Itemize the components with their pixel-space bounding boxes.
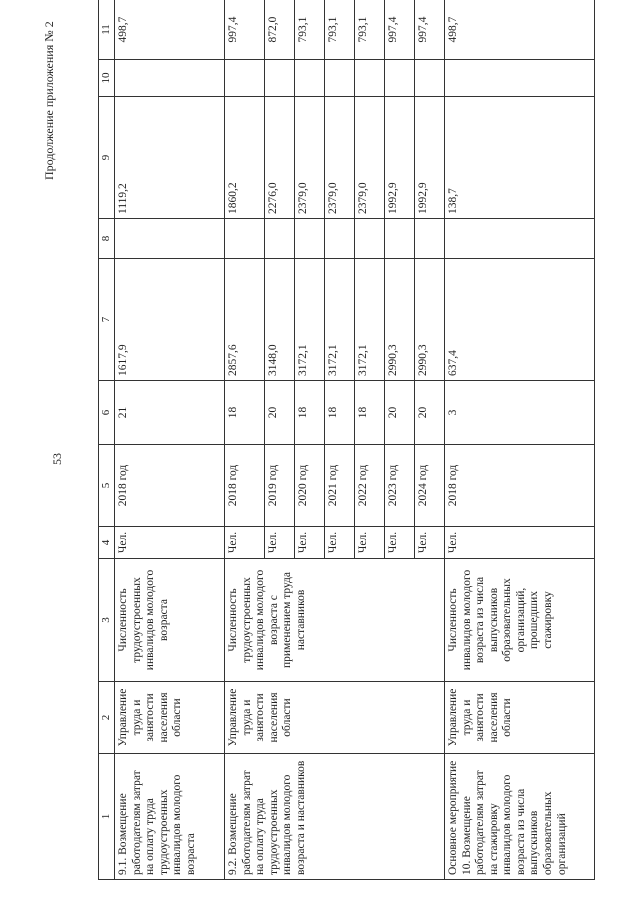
value-cell: 20 xyxy=(265,381,295,445)
total-cell: 637,4 xyxy=(445,259,595,381)
other-cell: 872,0 xyxy=(265,0,295,60)
col-header-2: 2 xyxy=(99,682,115,754)
regional-cell: 1860,2 xyxy=(225,97,265,219)
federal-cell xyxy=(445,219,595,259)
table-row xyxy=(445,0,595,880)
other-cell: 793,1 xyxy=(355,0,385,60)
program-table xyxy=(98,0,595,880)
measure-name-cell: 9.2. Возмещение работодателям затрат на оплату труда трудоустроенных инвалидов молодого возраста и наставников xyxy=(225,754,445,880)
year-cell: 2022 год xyxy=(355,445,385,527)
table-row xyxy=(115,0,225,880)
value-cell: 20 xyxy=(415,381,445,445)
unit-cell: Чел. xyxy=(355,527,385,559)
col-header-10: 10 xyxy=(99,60,115,97)
col-header-9: 9 xyxy=(99,97,115,219)
local-cell xyxy=(385,60,415,97)
unit-cell: Чел. xyxy=(325,527,355,559)
local-cell xyxy=(325,60,355,97)
year-cell: 2018 год xyxy=(225,445,265,527)
col-header-3: 3 xyxy=(99,559,115,682)
col-header-11: 11 xyxy=(99,0,115,60)
year-cell: 2023 год xyxy=(385,445,415,527)
total-cell: 3172,1 xyxy=(355,259,385,381)
federal-cell xyxy=(225,219,265,259)
regional-cell: 2379,0 xyxy=(325,97,355,219)
year-cell: 2021 год xyxy=(325,445,355,527)
other-cell: 997,4 xyxy=(225,0,265,60)
regional-cell: 2379,0 xyxy=(355,97,385,219)
col-header-6: 6 xyxy=(99,381,115,445)
federal-cell xyxy=(415,219,445,259)
total-cell: 2990,3 xyxy=(385,259,415,381)
total-cell: 1617,9 xyxy=(115,259,225,381)
value-cell: 3 xyxy=(445,381,595,445)
unit-cell: Чел. xyxy=(115,527,225,559)
federal-cell xyxy=(115,219,225,259)
col-header-8: 8 xyxy=(99,219,115,259)
federal-cell xyxy=(325,219,355,259)
year-cell: 2020 год xyxy=(295,445,325,527)
unit-cell: Чел. xyxy=(225,527,265,559)
regional-cell: 1992,9 xyxy=(415,97,445,219)
unit-cell: Чел. xyxy=(385,527,415,559)
local-cell xyxy=(225,60,265,97)
local-cell xyxy=(115,60,225,97)
regional-cell: 1992,9 xyxy=(385,97,415,219)
measure-name-cell: 9.1. Возмещение работодателям затрат на оплату труда трудоустроенных инвалидов молодого возраста xyxy=(115,754,225,880)
other-cell: 793,1 xyxy=(325,0,355,60)
local-cell xyxy=(265,60,295,97)
value-cell: 20 xyxy=(385,381,415,445)
total-cell: 3148,0 xyxy=(265,259,295,381)
regional-cell: 2276,0 xyxy=(265,97,295,219)
executor-cell: Управление труда и занятости населения области xyxy=(225,682,445,754)
col-header-7: 7 xyxy=(99,259,115,381)
other-cell: 997,4 xyxy=(385,0,415,60)
value-cell: 18 xyxy=(325,381,355,445)
federal-cell xyxy=(295,219,325,259)
other-cell: 997,4 xyxy=(415,0,445,60)
local-cell xyxy=(295,60,325,97)
total-cell: 3172,1 xyxy=(325,259,355,381)
regional-cell: 2379,0 xyxy=(295,97,325,219)
continuation-label: Продолжение приложения № 2 xyxy=(42,21,56,180)
year-cell: 2019 год xyxy=(265,445,295,527)
year-cell: 2018 год xyxy=(445,445,595,527)
table-row xyxy=(225,0,265,880)
year-cell: 2024 год xyxy=(415,445,445,527)
total-cell: 2857,6 xyxy=(225,259,265,381)
federal-cell xyxy=(385,219,415,259)
column-number-row xyxy=(99,0,115,880)
total-cell: 3172,1 xyxy=(295,259,325,381)
value-cell: 21 xyxy=(115,381,225,445)
value-cell: 18 xyxy=(225,381,265,445)
other-cell: 498,7 xyxy=(445,0,595,60)
other-cell: 498,7 xyxy=(115,0,225,60)
indicator-cell: Численность трудоустроенных инвалидов молодого возраста с применением труда наставников xyxy=(225,559,445,682)
federal-cell xyxy=(265,219,295,259)
regional-cell: 138,7 xyxy=(445,97,595,219)
unit-cell: Чел. xyxy=(415,527,445,559)
regional-cell: 1119,2 xyxy=(115,97,225,219)
col-header-4: 4 xyxy=(99,527,115,559)
executor-cell: Управление труда и занятости населения области xyxy=(445,682,595,754)
value-cell: 18 xyxy=(355,381,385,445)
indicator-cell: Численность трудоустроенных инвалидов молодого возраста xyxy=(115,559,225,682)
unit-cell: Чел. xyxy=(265,527,295,559)
unit-cell: Чел. xyxy=(445,527,595,559)
rotated-page xyxy=(30,0,610,880)
other-cell: 793,1 xyxy=(295,0,325,60)
unit-cell: Чел. xyxy=(295,527,325,559)
year-cell: 2018 год xyxy=(115,445,225,527)
indicator-cell: Численность инвалидов молодого возраста из числа выпускников образовательных организаций, прошедших стажировку xyxy=(445,559,595,682)
local-cell xyxy=(445,60,595,97)
total-cell: 2990,3 xyxy=(415,259,445,381)
local-cell xyxy=(415,60,445,97)
col-header-1: 1 xyxy=(99,754,115,880)
col-header-5: 5 xyxy=(99,445,115,527)
executor-cell: Управление труда и занятости населения области xyxy=(115,682,225,754)
value-cell: 18 xyxy=(295,381,325,445)
federal-cell xyxy=(355,219,385,259)
local-cell xyxy=(355,60,385,97)
page-number: 53 xyxy=(50,453,64,465)
measure-name-cell: Основное мероприятие 10. Возмещение работодателям затрат на стажировку инвалидов молодого возраста из числа выпускников образовательных организаций xyxy=(445,754,595,880)
